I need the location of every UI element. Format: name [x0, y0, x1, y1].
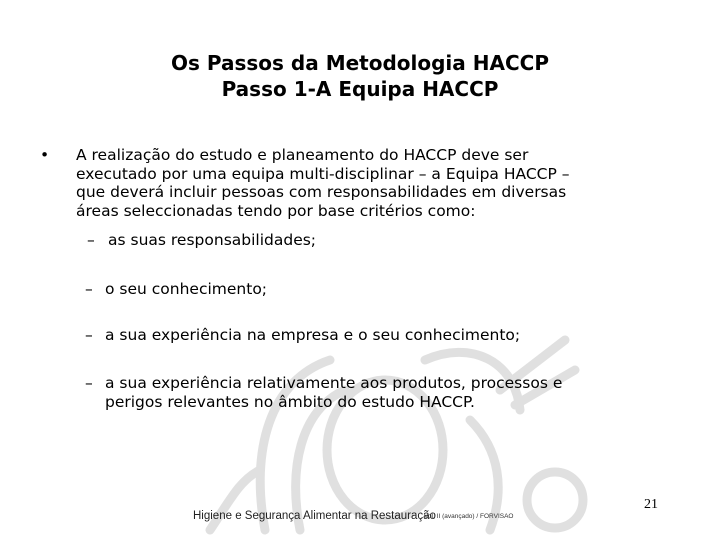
dash-marker-4: –	[85, 374, 93, 392]
criterion-4-line-2: perigos relevantes no âmbito do estudo HACCP.	[105, 392, 475, 411]
dash-marker-3: –	[85, 326, 93, 344]
dash-marker-2: –	[85, 280, 93, 298]
intro-line-4: áreas seleccionadas tendo por base critérios como:	[76, 201, 476, 220]
criterion-3: a sua experiência na empresa e o seu conhecimento;	[105, 326, 521, 344]
dash-marker-1: –	[87, 231, 95, 249]
bullet-marker: •	[40, 146, 50, 164]
intro-paragraph	[76, 146, 686, 220]
intro-line-2: executado por uma equipa multi-disciplinar – a Equipa HACCP –	[76, 164, 570, 183]
footer-volume: Vol. II (avançado) / FORVISAO	[424, 513, 514, 520]
title-line-1: Os Passos da Metodologia HACCP	[171, 51, 549, 75]
page-number: 21	[644, 497, 658, 512]
slide-title	[0, 50, 720, 102]
criterion-4-line-1: a sua experiência relativamente aos produtos, processos e	[105, 374, 563, 392]
title-line-2: Passo 1-A Equipa HACCP	[221, 77, 499, 101]
intro-line-3: que deverá incluir pessoas com responsabilidades em diversas	[76, 183, 567, 202]
criterion-1: as suas responsabilidades;	[108, 231, 317, 249]
footer-title: Higiene e Segurança Alimentar na Restauração	[193, 510, 436, 522]
criterion-2: o seu conhecimento;	[105, 280, 268, 298]
criterion-4	[105, 374, 685, 411]
intro-line-1: A realização do estudo e planeamento do HACCP deve ser	[76, 146, 529, 164]
